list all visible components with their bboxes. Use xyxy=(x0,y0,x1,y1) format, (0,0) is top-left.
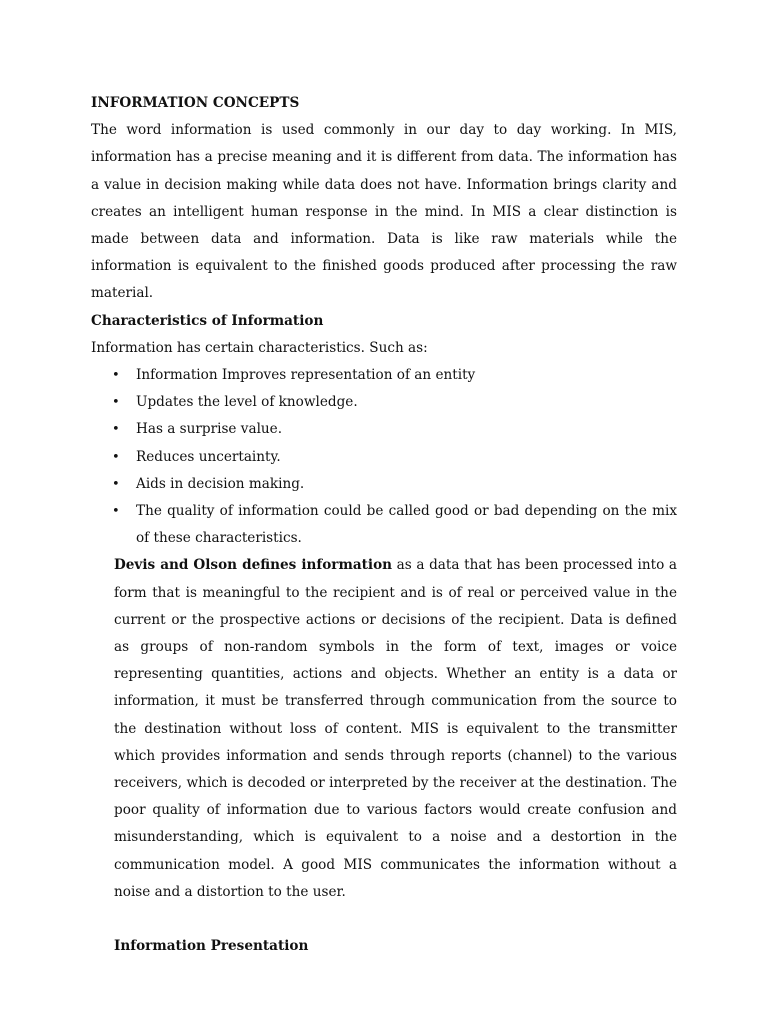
document-body xyxy=(91,90,677,960)
list-item-text: Has a surprise value. xyxy=(136,421,283,438)
definition-text: as a data that has been processed into a form that is meaningful to the recipient and is of real or perceived value in the current or the prospective actions or decisions of the recipient. Data is defined as groups of non-random symbols in the form of text, images or voice representing quantities, actions and objects. Whether an entity is a data or information, it must be transferred through communication from the source to the destination without loss of content. MIS is equivalent to the transmitter which provides information and sends through reports (channel) to the various receivers, which is decoded or interpreted by the receiver at the destination. The poor quality of information due to various factors would create confusion and misunderstanding, which is equivalent to a noise and a destortion in the communication model. A good MIS communicates the information without a noise and a distortion to the user. xyxy=(114,557,677,900)
bullet-icon: • xyxy=(112,368,120,384)
bullet-icon: • xyxy=(112,476,120,492)
document-title: INFORMATION CONCEPTS xyxy=(91,95,300,111)
list-item xyxy=(112,362,677,389)
list-item-text: Updates the level of knowledge. xyxy=(136,394,358,411)
bullet-icon: • xyxy=(112,395,120,411)
definition-bold-phrase: Devis and Olson defines information xyxy=(114,557,393,574)
paragraph-spacer xyxy=(91,906,677,933)
bullet-icon: • xyxy=(112,504,120,520)
section-heading-presentation: Information Presentation xyxy=(114,938,309,955)
list-item-text: Aids in decision making. xyxy=(136,475,305,492)
list-item xyxy=(112,416,677,443)
characteristics-lead: Information has certain characteristics. Such as: xyxy=(91,339,428,356)
section-heading-characteristics: Characteristics of Information xyxy=(91,312,324,329)
list-item xyxy=(112,389,677,416)
definition-paragraph xyxy=(114,552,677,906)
list-item-text: Information Improves representation of an entity xyxy=(136,367,476,384)
bullet-icon: • xyxy=(112,449,120,465)
bullet-icon: • xyxy=(112,422,120,438)
list-item-text: Reduces uncertainty. xyxy=(136,448,281,465)
intro-paragraph: The word information is used commonly in our day to day working. In MIS, information has a precise meaning and it is different from data. The information has a value in decision making while data does not have. Information brings clarity and creates an intelligent human response in the mind. In MIS a clear distinction is made between data and information. Data is like raw materials while the information is equivalent to the finished goods produced after processing the raw material. xyxy=(91,122,677,302)
list-item xyxy=(112,498,677,552)
list-item xyxy=(112,471,677,498)
list-item xyxy=(112,444,677,471)
list-item-text: The quality of information could be called good or bad depending on the mix of these characteristics. xyxy=(136,503,677,547)
characteristics-list xyxy=(91,362,677,552)
